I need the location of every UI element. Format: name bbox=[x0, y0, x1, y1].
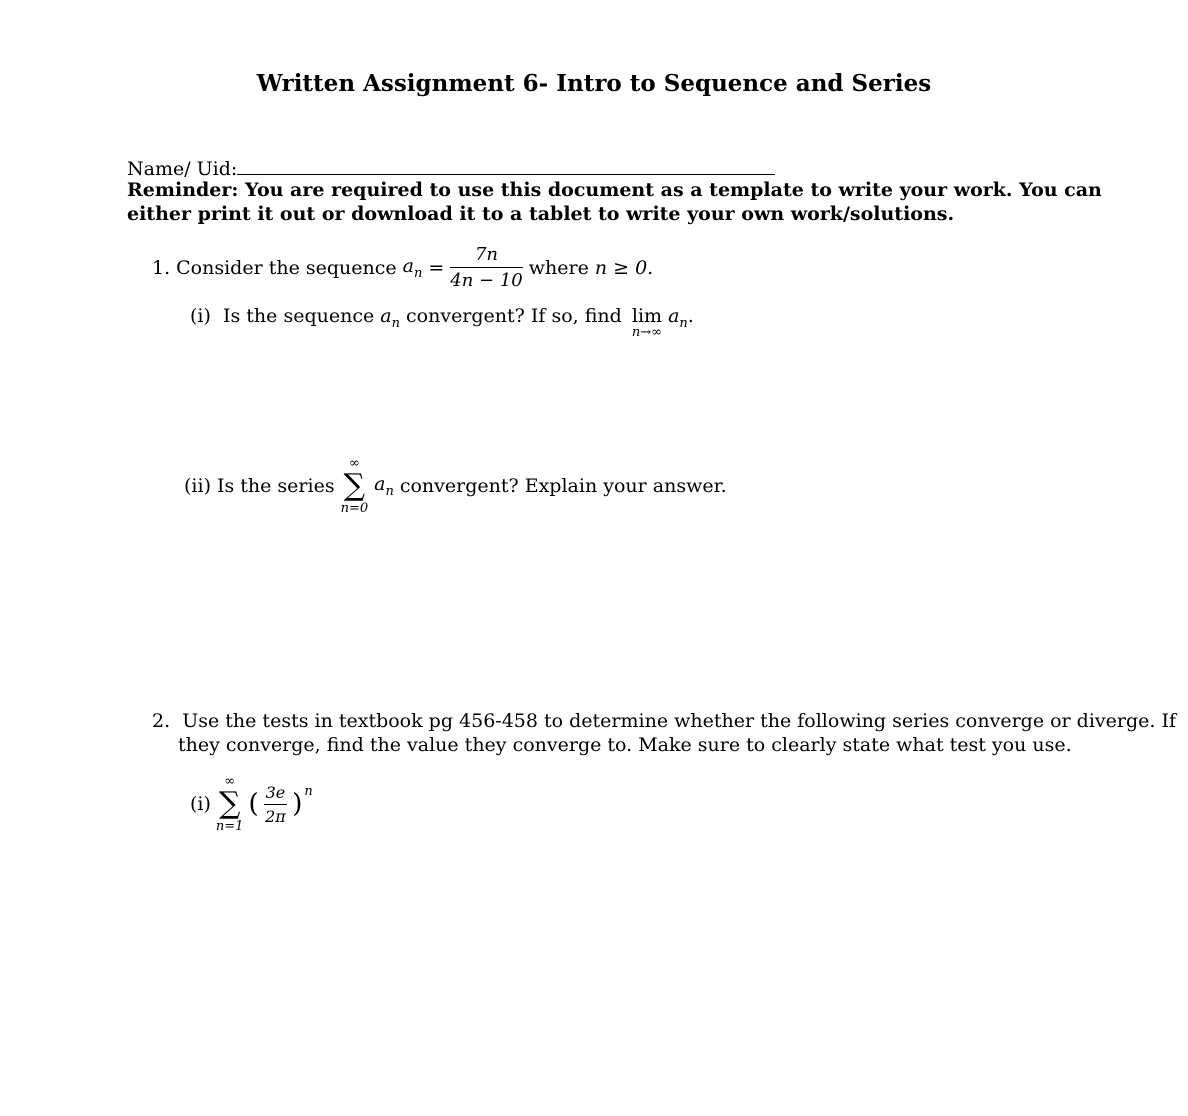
q2-part-i-label: (i) bbox=[190, 793, 211, 815]
sequence-fraction bbox=[450, 244, 522, 291]
condition: n ≥ 0. bbox=[594, 256, 654, 279]
part-i-text-2: convergent? If so, find bbox=[406, 305, 622, 327]
fraction-numerator: 7n bbox=[450, 244, 522, 268]
question-1 bbox=[152, 244, 653, 291]
condition-prefix: where bbox=[528, 256, 589, 279]
question-2-part-i bbox=[190, 774, 313, 834]
part-i-text: Is the sequence bbox=[223, 305, 375, 327]
question-2-line-2: they converge, find the value they converge to. Make sure to clearly state what test you use. bbox=[178, 734, 1072, 756]
sequence-term: $a_n$ bbox=[668, 305, 688, 331]
fraction-numerator: 3e bbox=[264, 783, 288, 805]
series-fraction bbox=[264, 783, 288, 826]
name-input-line[interactable] bbox=[237, 154, 775, 175]
reminder-line-1 bbox=[127, 179, 1102, 201]
sequence-term: $a_n$ bbox=[402, 254, 423, 281]
name-uid-row bbox=[127, 154, 775, 180]
sequence-term: $a_n$ bbox=[380, 305, 400, 331]
summation bbox=[216, 774, 244, 834]
question-2-text-1: Use the tests in textbook pg 456-458 to determine whether the following series converge or diverge. If bbox=[182, 710, 1176, 732]
summation-upper: ∞ bbox=[348, 456, 360, 471]
exponent: n bbox=[304, 784, 313, 799]
summation-lower: n=1 bbox=[215, 819, 244, 834]
sigma-symbol: ∑ bbox=[218, 786, 241, 821]
reminder-label: Reminder: bbox=[127, 179, 239, 201]
fraction-denominator: 4n − 10 bbox=[450, 270, 523, 291]
sigma-symbol: ∑ bbox=[343, 468, 366, 503]
close-paren: ) bbox=[292, 789, 303, 819]
part-i-label: (i) bbox=[190, 305, 211, 327]
equals-sign: = bbox=[428, 256, 445, 279]
question-1-number: 1. bbox=[152, 256, 171, 279]
fraction-denominator: 2π bbox=[265, 806, 286, 826]
summation-upper: ∞ bbox=[224, 774, 236, 789]
question-1-part-ii bbox=[184, 456, 727, 516]
part-ii-text: Is the series bbox=[216, 475, 335, 497]
sequence-term: $a_n$ bbox=[374, 473, 394, 499]
summation-lower: n=0 bbox=[340, 501, 369, 516]
part-ii-label: (ii) bbox=[184, 475, 211, 497]
summation bbox=[341, 456, 369, 516]
question-1-part-i: (i) Is the sequence $a_n$ convergent? If so, find lim n→∞ $a_n$. bbox=[190, 305, 694, 340]
page-title: Written Assignment 6- Intro to Sequence and Series bbox=[256, 70, 932, 97]
name-label: Name/ Uid: bbox=[127, 158, 238, 180]
question-2-line-1 bbox=[152, 710, 1176, 732]
question-2-number: 2. bbox=[152, 710, 171, 732]
limit-operator: lim n→∞ bbox=[631, 305, 663, 340]
reminder-text-1: You are required to use this document as a template to write your work. You can bbox=[245, 179, 1102, 201]
question-1-intro: Consider the sequence bbox=[176, 256, 397, 279]
reminder-line-2: either print it out or download it to a tablet to write your own work/solutions. bbox=[127, 203, 955, 225]
part-ii-text-2: convergent? Explain your answer. bbox=[399, 475, 727, 497]
open-paren: ( bbox=[248, 789, 259, 819]
